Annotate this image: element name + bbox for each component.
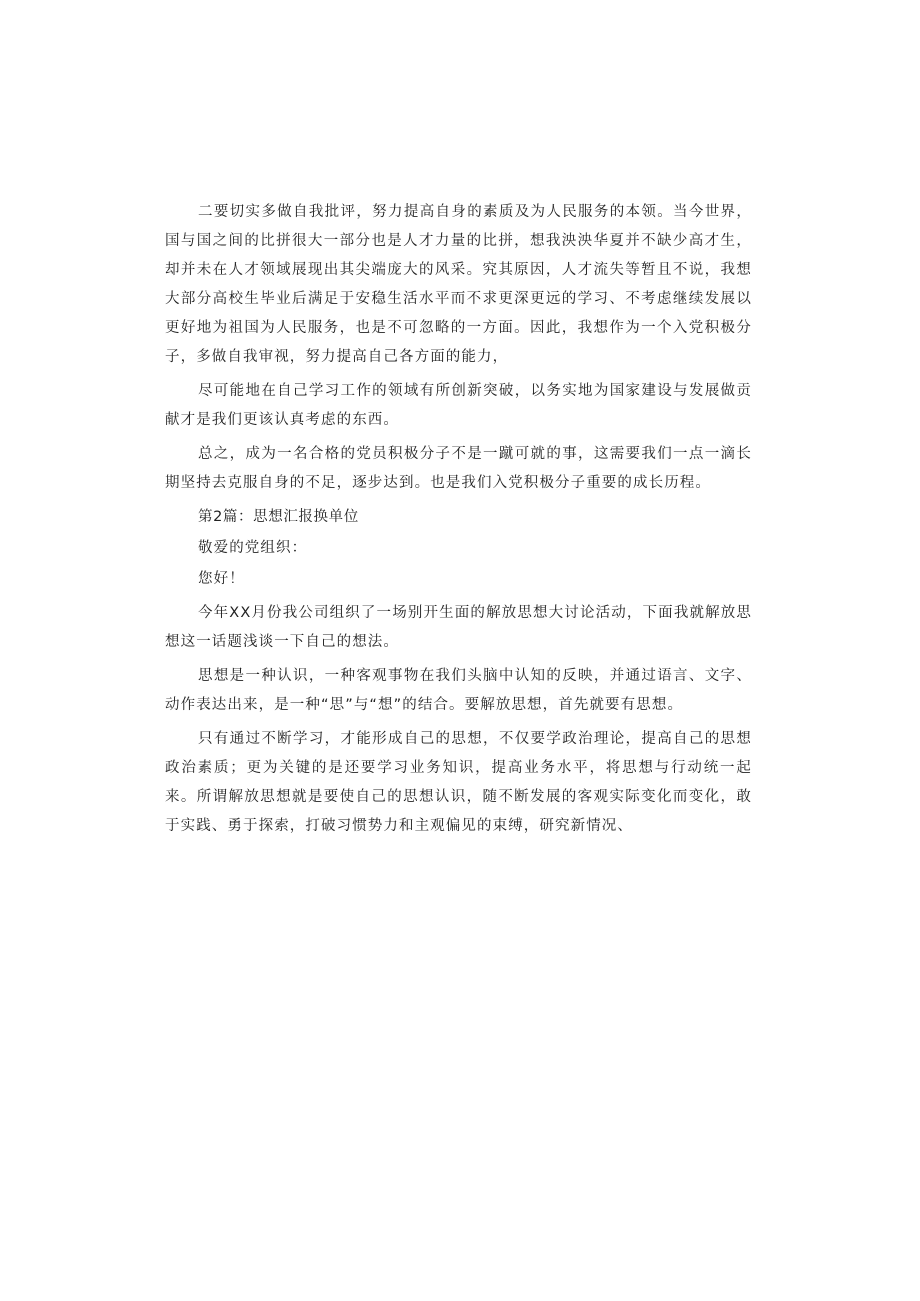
paragraph-innovation: 尽可能地在自己学习工作的领域有所创新突破，以务实地为国家建设与发展做贡献才是我们更该认真考虑的东西。 [165,383,752,428]
paragraph-continuous-learning: 只有通过不断学习，才能形成自己的思想，不仅要学政治理论，提高自己的思想政治素质；更为关键的是还要学习业务知识，提高业务水平，将思想与行动统一起来。所谓解放思想就是要使自己的思想认识，随不断发展的客观实际变化而变化，敢于实践、勇于探索，打破习惯势力和主观偏见的束缚，研究新情况、 [165,731,752,834]
paragraph-discussion-activity: 今年XX月份我公司组织了一场别开生面的解放思想大讨论活动，下面我就解放思想这一话题浅谈一下自己的想法。 [165,605,752,650]
greeting: 您好！ [198,571,245,587]
paragraph-conclusion: 总之，成为一名合格的党员积极分子不是一蹴可就的事，这需要我们一点一滴长期坚持去克服自身的不足，逐步达到。也是我们入党积极分子重要的成长历程。 [165,446,752,491]
section-heading: 第2篇：思想汇报换单位 [198,509,359,525]
paragraph-thought-definition: 思想是一种认识，一种客观事物在我们头脑中认知的反映，并通过语言、文字、动作表达出来，是一种“思”与“想”的结合。要解放思想，首先就要有思想。 [165,668,752,713]
paragraph-self-criticism: 二要切实多做自我批评，努力提高自身的素质及为人民服务的本领。当今世界，国与国之间的比拼很大一部分也是人才力量的比拼，想我泱泱华夏并不缺少高才生，却并未在人才领域展现出其尖端庞大的风采。究其原因，人才流失等暂且不说，我想大部分高校生毕业后满足于安稳生活水平而不求更深更远的学习、不考虑继续发展以更好地为祖国为人民服务，也是不可忽略的一方面。因此，我想作为一个入党积极分子，多做自我审视，努力提高自己各方面的能力， [165,204,752,365]
salutation: 敬爱的党组织： [198,540,308,556]
document-body [165,198,752,841]
